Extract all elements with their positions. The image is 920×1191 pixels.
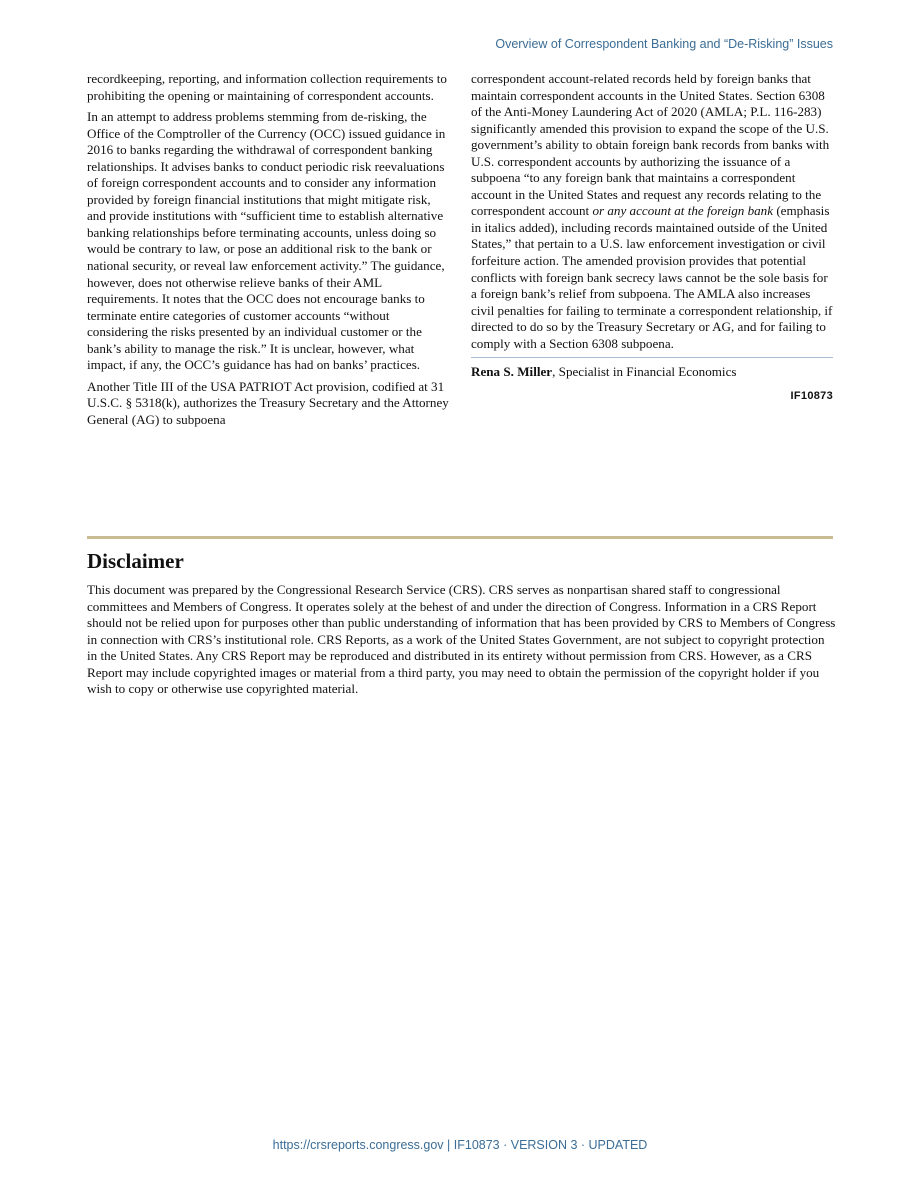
left-paragraph-3: Another Title III of the USA PATRIOT Act provision, codified at 31 U.S.C. § 5318(k), authorizes the Treasury Secretary and the Attorney General (AG) to subpoena <box>87 378 449 427</box>
author-title: , Specialist in Financial Economics <box>552 364 737 380</box>
emphasis-text: or any account at the foreign bank <box>592 203 774 219</box>
author-divider <box>471 357 833 358</box>
right-paragraph-1-part-b: (emphasis in italics added), including records maintained outside of the United States,” that pertain to a U.S. law enforcement investigation or civil forfeiture action. The amended provision provides that potential conflicts with foreign bank secrecy laws cannot be the sole basis for a foreign bank’s relief from subpoena. The AMLA also increases civil penalties for failing to terminate a correspondent relationship, if directed to do so by the Treasury Secretary or AG, and for failing to comply with a Section 6308 subpoena. <box>471 203 833 351</box>
report-code: IF10873 <box>790 389 833 402</box>
right-paragraph-1-part-a: correspondent account-related records held by foreign banks that maintain correspondent accounts in the United States. Section 6308 of the Anti-Money Laundering Act of 2020 (AMLA; P.L. 116-283) significantly amended this provision to expand the scope of the U.S. government’s ability to obtain foreign bank records from banks with U.S. correspondent accounts by authorizing the issuance of a subpoena “to any foreign bank that maintains a correspondent account in the United States and request any records relating to the correspondent account <box>471 71 830 219</box>
left-column <box>87 71 450 433</box>
disclaimer-divider <box>87 536 833 539</box>
left-paragraph-2: In an attempt to address problems stemming from de-risking, the Office of the Comptroller of the Currency (OCC) issued guidance in 2016 to banks regarding the withdrawal of correspondent banking relationships. It advises banks to conduct periodic risk reevaluations of foreign correspondent accounts and to consider any information provided by foreign financial institutions that might mitigate risk, and provide institutions with “sufficient time to establish alternative banking relationships before terminating accounts, unless doing so would be contrary to law, or pose an additional risk to the bank or national security, or reveal law enforcement activity.” The guidance, however, does not otherwise relieve banks of their AML requirements. It notes that the OCC does not encourage banks to terminate entire categories of customer accounts “without considering the risks presented by an individual customer or the bank’s ability to manage the risk.” It is unclear, however, what impact, if any, the OCC’s guidance has had on banks’ practices. <box>87 109 446 373</box>
right-paragraph-1 <box>471 71 833 352</box>
right-column <box>471 71 833 404</box>
author-name: Rena S. Miller <box>471 364 553 380</box>
page-footer[interactable]: https://crsreports.congress.gov | IF10873 · VERSION 3 · UPDATED <box>272 1138 648 1152</box>
disclaimer-title: Disclaimer <box>87 549 184 573</box>
disclaimer-body: This document was prepared by the Congressional Research Service (CRS). CRS serves as nonpartisan shared staff to congressional committees and Members of Congress. It operates solely at the behest of and under the direction of Congress. Information in a CRS Report should not be relied upon for purposes other than public understanding of information that has been provided by CRS to Members of Congress in connection with CRS’s institutional role. CRS Reports, as a work of the United States Government, are not subject to copyright protection in the United States. Any CRS Report may be reproduced and distributed in its entirety without permission from CRS. However, as a CRS Report may include copyrighted images or material from a third party, you may need to obtain the permission of the copyright holder if you wish to copy or otherwise use copyrighted material. <box>87 582 836 697</box>
left-paragraph-1: recordkeeping, reporting, and information collection requirements to prohibiting the opening or maintaining of correspondent accounts. <box>87 71 447 103</box>
running-header: Overview of Correspondent Banking and “De-Risking” Issues <box>495 37 833 51</box>
author-line <box>471 362 833 381</box>
